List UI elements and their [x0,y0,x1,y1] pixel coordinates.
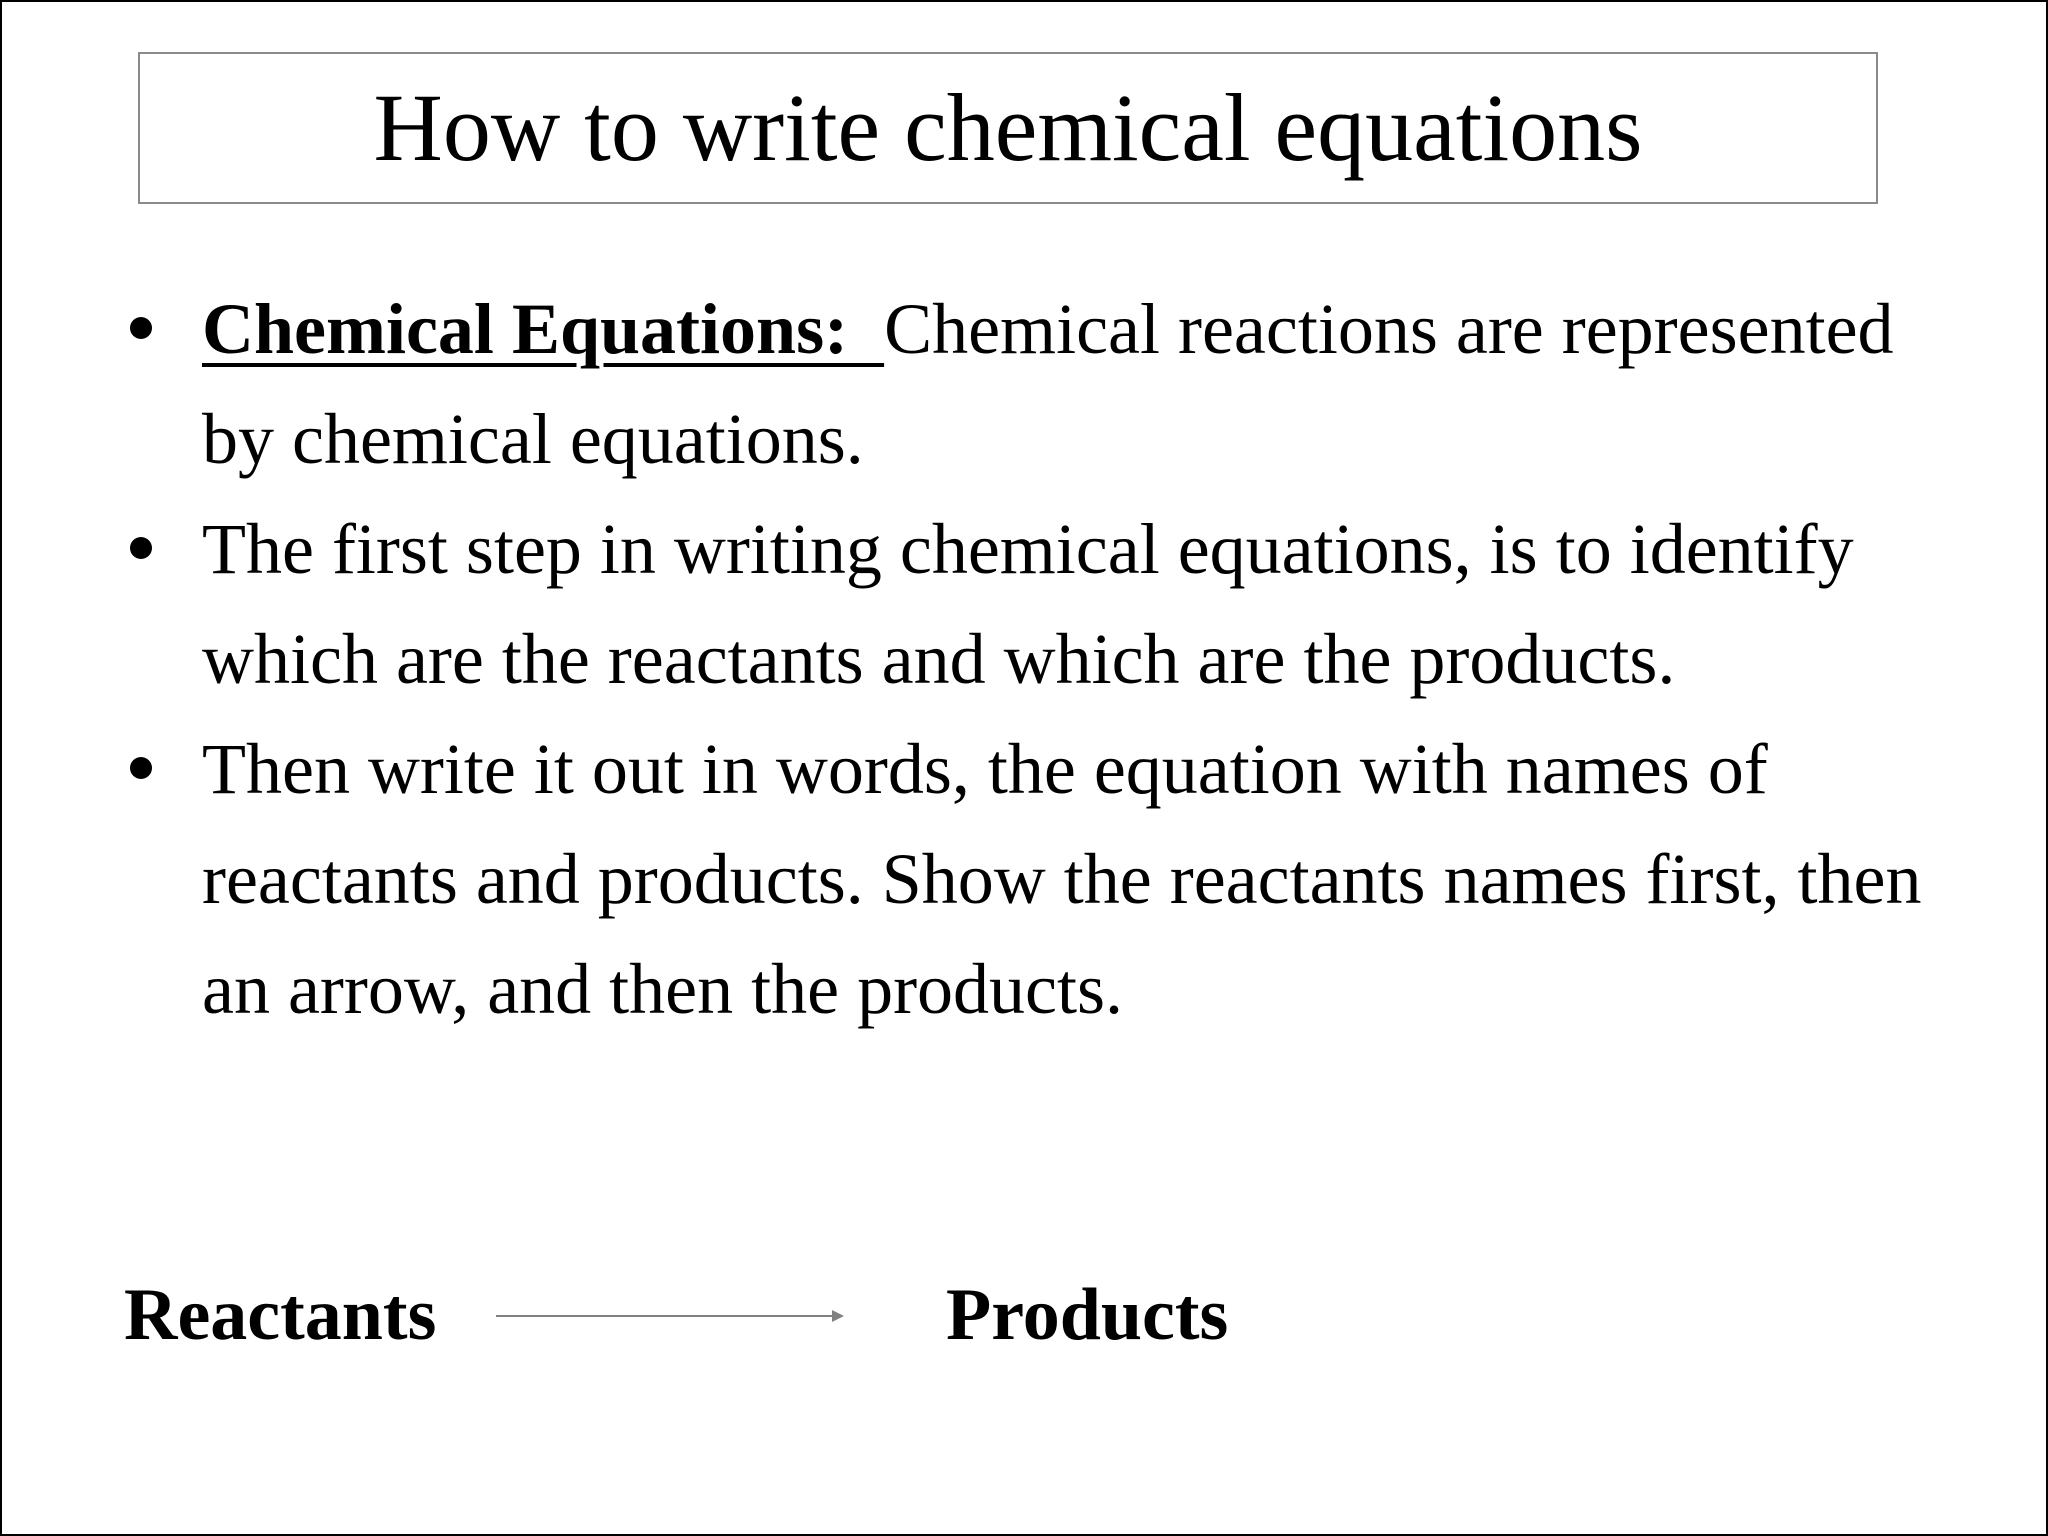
slide-title: How to write chemical equations [373,74,1643,181]
bullet-dot-icon [130,317,152,339]
right-arrow-icon [496,1306,846,1326]
bullet-item-first-step [120,494,1960,714]
bullet-dot-icon [130,757,152,779]
bullet-list [120,274,1960,1044]
reactants-label: Reactants [124,1274,437,1356]
bullet-text: The first step in writing chemical equations, is to identify which are the reactants and which are the products. [202,509,1854,699]
title-box [138,52,1878,204]
bullet-item-definition [120,274,1960,494]
products-label: Products [946,1274,1229,1356]
bullet-dot-icon [130,537,152,559]
bullet-term: Chemical Equations: [202,289,885,369]
bullet-text: Then write it out in words, the equation with names of reactants and products. Show the reactants names first, then an arrow, and then the products. [202,729,1922,1029]
bullet-text: Chemical reactions are represented by chemical equations. [202,289,1894,479]
bullet-item-write-words [120,714,1960,1044]
reaction-flow [124,1270,1324,1360]
